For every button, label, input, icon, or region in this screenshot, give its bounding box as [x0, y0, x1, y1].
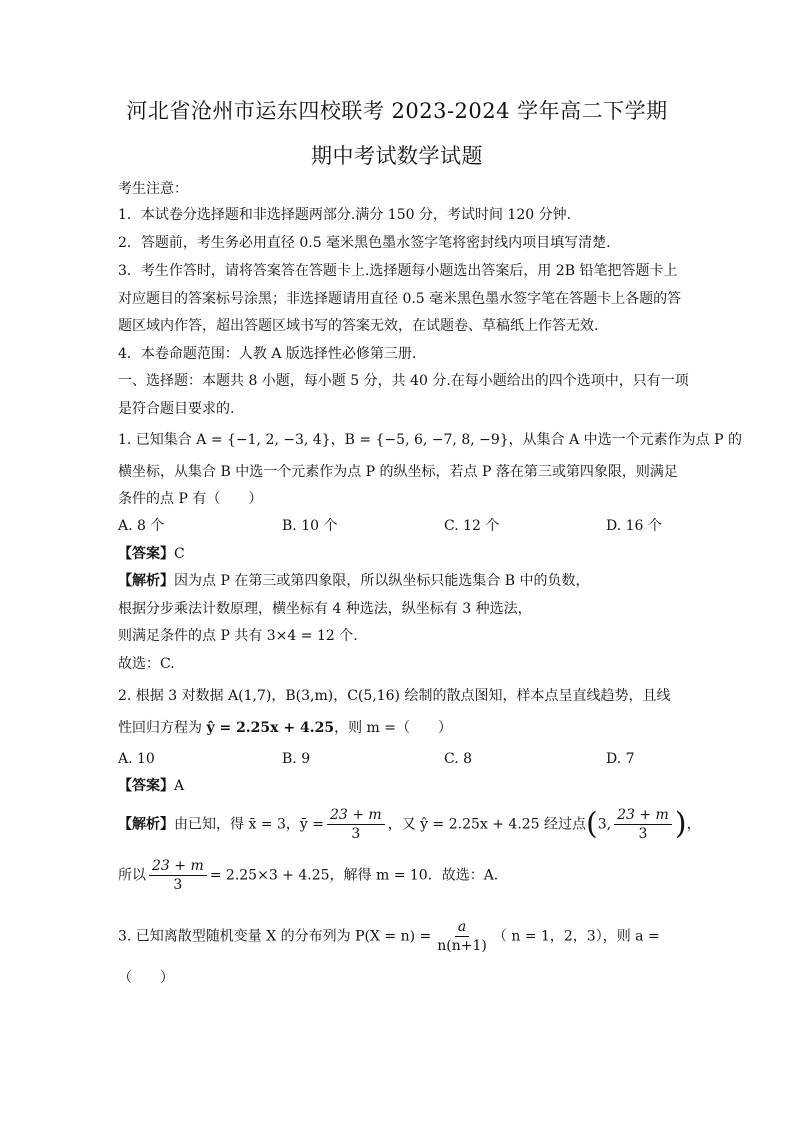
q2-analysis-a1-pre: 由已知，得 x̄ = 3，ȳ =: [174, 816, 324, 833]
q1-analysis-line4: 故选：C.: [118, 656, 175, 672]
q2-analysis-a2-post: = 2.25×3 + 4.25，解得 m = 10．故选：A.: [209, 867, 499, 884]
q1-answer-value: C: [174, 546, 185, 562]
notice-item-2: 2．答题前，考生务必用直径 0.5 毫米黑色墨水签字笔将密封线内项目填写清楚.: [118, 235, 611, 251]
section-heading-line2: 是符合题目要求的.: [118, 401, 235, 417]
q3-line2: （ ）: [118, 970, 174, 986]
q2-answer-label: 【答案】: [118, 778, 174, 794]
q1-option-a: A. 8 个: [118, 518, 165, 534]
q2-analysis-a2-pre: 所以: [118, 867, 146, 884]
q1-option-c: C. 12 个: [444, 518, 500, 534]
notice-item-4: 4．本卷命题范围：人教 A 版选择性必修第三册.: [118, 346, 417, 362]
q3-line1-post: （ n = 1，2，3），则 a =: [492, 928, 660, 945]
q2-analysis-label: 【解析】: [118, 816, 174, 833]
q2-analysis-a1-mid: ，又 ŷ = 2.25x + 4.25 经过点: [387, 816, 587, 833]
q1-line1: 1. 已知集合 A = {−1, 2, −3, 4}，B = {−5, 6, −7, 8, −9}，从集合 A 中选一个元素作为点 P 的: [118, 432, 742, 448]
q2-line2-post: ，则 m =（ ）: [334, 720, 452, 736]
q2-analysis-line2: [118, 857, 498, 894]
q1-analysis-line1: [118, 572, 590, 590]
q1-answer-label: 【答案】: [118, 546, 174, 562]
q1-line2: 横坐标，从集合 B 中选一个元素作为点 P 的纵坐标，若点 P 落在第三或第四象限，则满足: [118, 464, 678, 480]
q3-fraction-den: n(n+1): [437, 938, 487, 954]
q2-option-c: C. 8: [444, 751, 473, 767]
q1-line3: 条件的点 P 有（ ）: [118, 491, 263, 507]
q2-fraction-point-den: 3: [638, 826, 648, 842]
q2-line2-pre: 性回归方程为: [118, 720, 207, 736]
q2-fraction-equation-den: 3: [173, 877, 183, 893]
notice-item-3b: 对应题目的答案标号涂黑；非选择题请用直径 0.5 毫米黑色墨水签字笔在答题卡上各题的答: [118, 291, 682, 307]
q2-option-d: D. 7: [606, 751, 635, 767]
q2-fraction-point-num: 23 + m: [614, 806, 672, 825]
q3-line1: [118, 918, 660, 955]
q1-analysis-line3: 则满足条件的点 P 共有 3×4 = 12 个.: [118, 628, 358, 644]
notice-item-1: 1．本试卷分选择题和非选择题两部分.满分 150 分，考试时间 120 分钟.: [118, 207, 572, 223]
q1-answer: [118, 545, 185, 563]
exam-title-line2: 期中考试数学试题: [311, 144, 483, 168]
q2-fraction-equation-num: 23 + m: [149, 857, 207, 876]
q2-option-a: A. 10: [118, 751, 155, 767]
q1-option-d: D. 16 个: [606, 518, 662, 534]
q2-line2: [118, 719, 452, 737]
exam-title-line1: 河北省沧州市运东四校联考 2023-2024 学年高二下学期: [126, 99, 668, 123]
q2-line1: 2. 根据 3 对数据 A(1,7)，B(3,m)，C(5,16) 绘制的散点图知，样本点呈直线趋势，且线: [118, 688, 671, 704]
q2-fraction-ybar-num: 23 + m: [327, 806, 385, 825]
q2-fraction-equation: [149, 857, 207, 894]
q2-fraction-point: [614, 806, 672, 843]
q2-analysis-a1-post: ，: [686, 816, 701, 833]
right-paren: ): [674, 806, 687, 842]
notice-header: 考生注意：: [118, 181, 188, 197]
q1-option-b: B. 10 个: [282, 518, 338, 534]
q1-analysis-line2: 根据分步乘法计数原理，横坐标有 4 种选法，纵坐标有 3 种选法，: [118, 601, 532, 617]
q1-analysis-label: 【解析】: [118, 573, 174, 589]
q2-fraction-ybar: [327, 806, 385, 843]
q1-analysis-text1: 因为点 P 在第三或第四象限，所以纵坐标只能选集合 B 中的负数，: [174, 573, 590, 589]
q2-regression-equation: ŷ = 2.25x + 4.25: [206, 720, 335, 736]
left-paren: (: [586, 806, 598, 842]
q2-answer: [118, 777, 184, 795]
q2-analysis-line1: [118, 806, 701, 843]
q2-answer-value: A: [174, 778, 185, 794]
q2-option-b: B. 9: [282, 751, 311, 767]
q3-fraction: [434, 918, 490, 955]
notice-item-3c: 题区域内作答，超出答题区域书写的答案无效，在试题卷、草稿纸上作答无效.: [118, 318, 599, 334]
section-heading-line1: 一、选择题：本题共 8 小题，每小题 5 分，共 40 分.在每小题给出的四个选项中，只有一项: [118, 373, 689, 389]
notice-item-3a: 3．考生作答时，请将答案答在答题卡上.选择题每小题选出答案后，用 2B 铅笔把答题卡上: [118, 263, 678, 279]
q2-point-x: 3,: [597, 816, 612, 833]
q3-fraction-num: a: [455, 918, 469, 937]
q3-line1-pre: 3. 已知离散型随机变量 X 的分布列为 P(X = n) =: [118, 928, 432, 945]
q2-fraction-ybar-den: 3: [351, 826, 361, 842]
